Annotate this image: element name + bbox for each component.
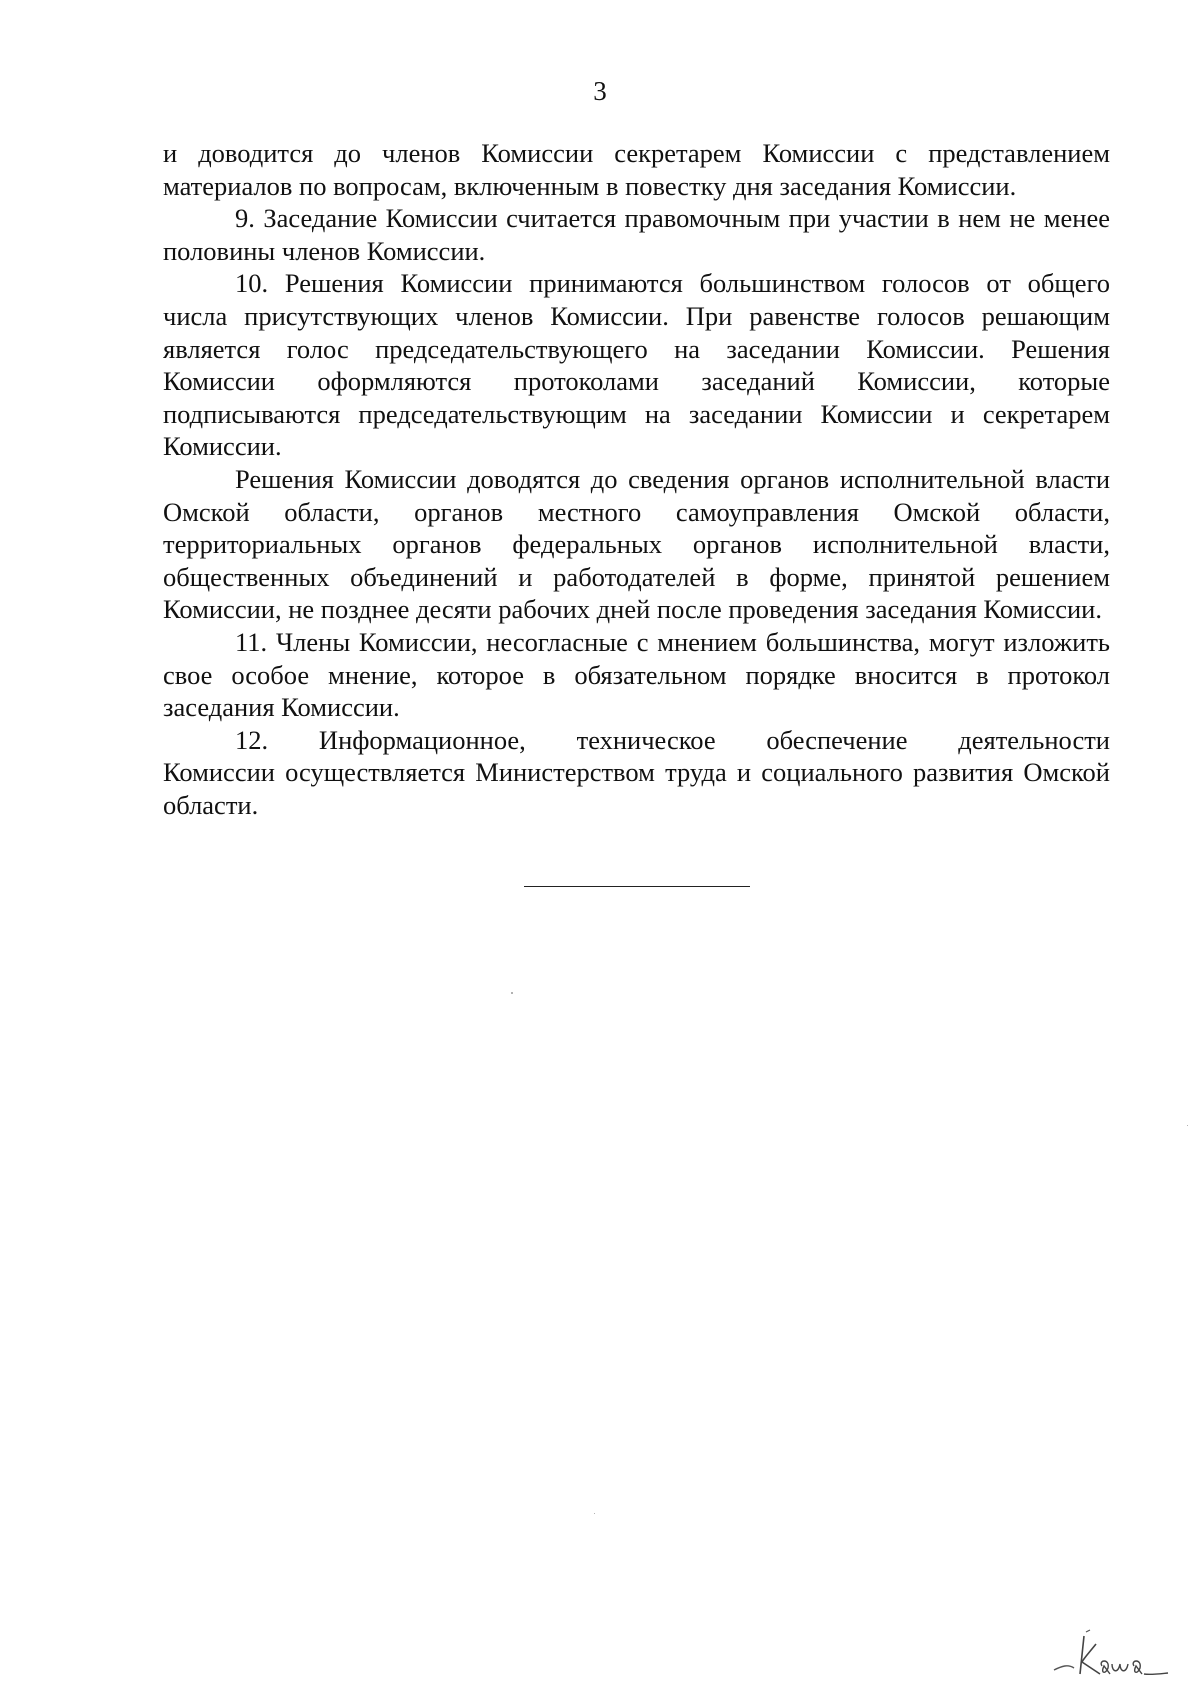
scan-speck xyxy=(511,992,513,994)
scan-speck xyxy=(1187,1125,1188,1126)
paragraph-continuation: и доводится до членов Комиссии секретарем Комиссии с представлением материалов по вопросам, включенным в повестку дня заседания Комиссии. xyxy=(163,138,1110,201)
scan-speck xyxy=(594,1513,595,1514)
paragraph-12-first-line: 12. Информационное, техническое обеспечение деятельности xyxy=(235,724,1110,755)
paragraph-10: 10. Решения Комиссии принимаются большинством голосов от общего числа присутствующих членов Комиссии. При равенстве голосов решающим является голос председательствующего на заседании Комиссии. Решения Комиссии оформляются протоколами заседаний Комиссии, которые подписываются председательствующим на заседании Комиссии и секретарем Комиссии. xyxy=(163,268,1110,462)
paragraph-10-continued: Решения Комиссии доводятся до сведения органов исполнительной власти Омской области, органов местного самоуправления Омской области, территориальных органов федеральных органов исполнительной власти, общественных объединений и работодателей в форме, принятой решением Комиссии, не позднее десяти рабочих дней после проведения заседания Комиссии. xyxy=(163,463,1110,625)
paragraph-11: 11. Члены Комиссии, несогласные с мнением большинства, могут изложить свое особое мнение, которое в обязательном порядке вносится в протокол заседания Комиссии. xyxy=(163,626,1110,723)
end-of-text-rule xyxy=(524,886,750,887)
document-body xyxy=(163,137,1110,821)
paragraph-12-rest: Комиссии осуществляется Министерством труда и социального развития Омской области. xyxy=(163,757,1110,820)
page-number: 3 xyxy=(593,76,607,106)
paragraph-9: 9. Заседание Комиссии считается правомочным при участии в нем не менее половины членов Комиссии. xyxy=(163,203,1110,266)
signature-mark xyxy=(1050,1628,1170,1682)
